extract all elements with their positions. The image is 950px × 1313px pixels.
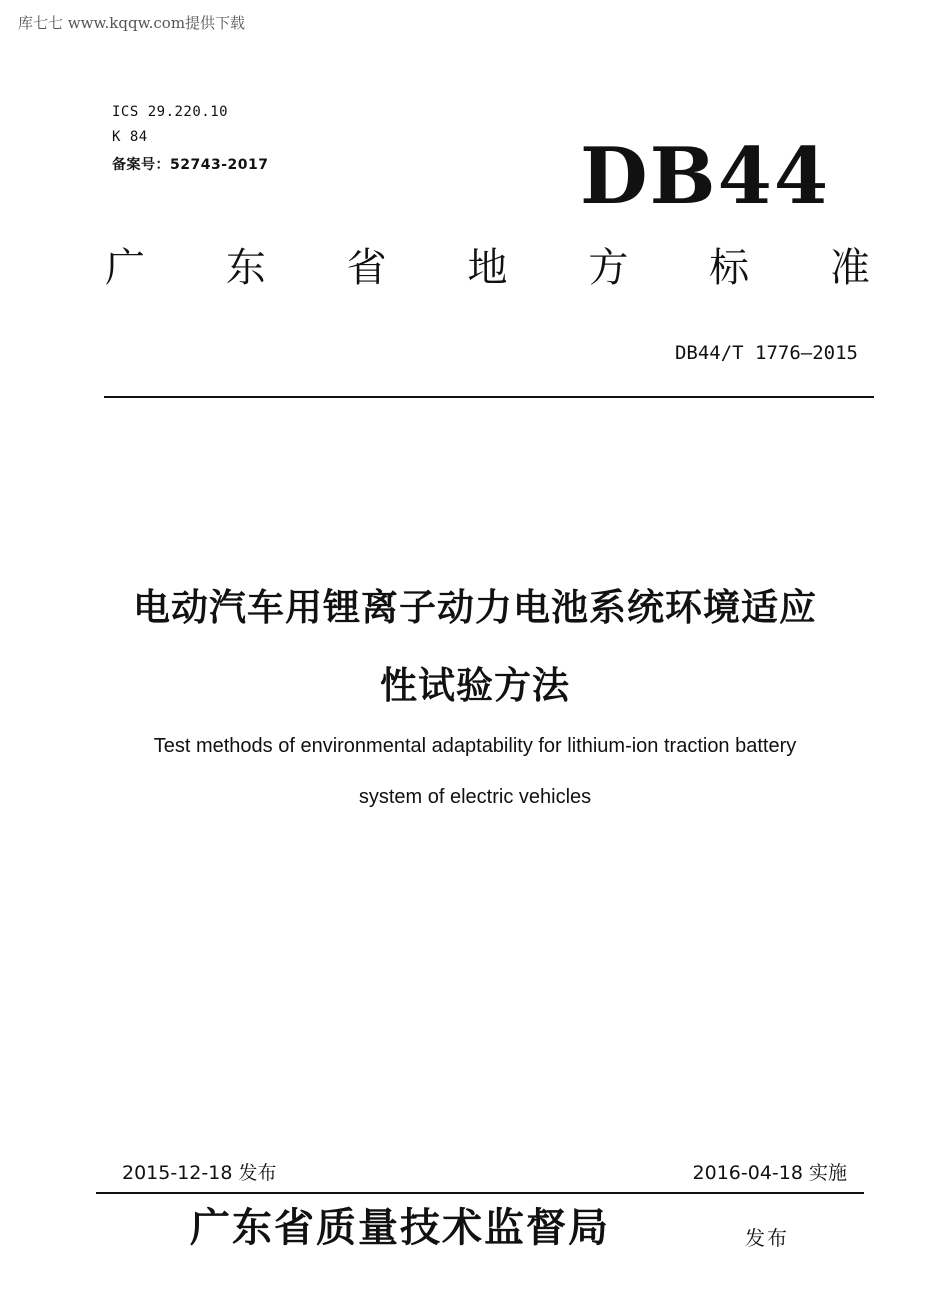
implementation-date: 2016-04-18 实施 — [692, 1162, 847, 1184]
standard-type-char: 广 — [105, 245, 145, 291]
standard-type-char: 地 — [467, 245, 508, 291]
top-divider — [104, 396, 874, 398]
issuing-authority: 广东省质量技术监督局 — [190, 1204, 610, 1251]
standard-type-title — [105, 245, 870, 291]
db-code-logo: DB44 — [580, 131, 831, 222]
watermark-text: 库七七 www.kqqw.com提供下载 — [18, 14, 246, 32]
record-number: 备案号：52743-2017 — [112, 157, 269, 173]
issue-date: 2015-12-18 发布 — [122, 1162, 277, 1184]
standard-type-char: 标 — [709, 245, 750, 291]
title-cn-line2: 性试验方法 — [380, 664, 570, 707]
standard-type-char: 准 — [829, 245, 870, 291]
title-en-line2: system of electric vehicles — [358, 786, 592, 808]
title-cn-line1: 电动汽车用锂离子动力电池系统环境适应 — [133, 586, 817, 629]
standard-number: DB44/T 1776—2015 — [674, 342, 858, 364]
issue-label: 发布 — [745, 1226, 789, 1250]
ccs-code: K 84 — [112, 129, 148, 145]
standard-type-char: 方 — [588, 245, 629, 291]
bottom-divider — [96, 1192, 864, 1194]
standard-type-char: 东 — [225, 245, 266, 291]
ics-code: ICS 29.220.10 — [112, 104, 229, 120]
title-en-line1: Test methods of environmental adaptability for lithium-ion traction battery — [153, 735, 797, 757]
standard-type-char: 省 — [346, 245, 387, 291]
